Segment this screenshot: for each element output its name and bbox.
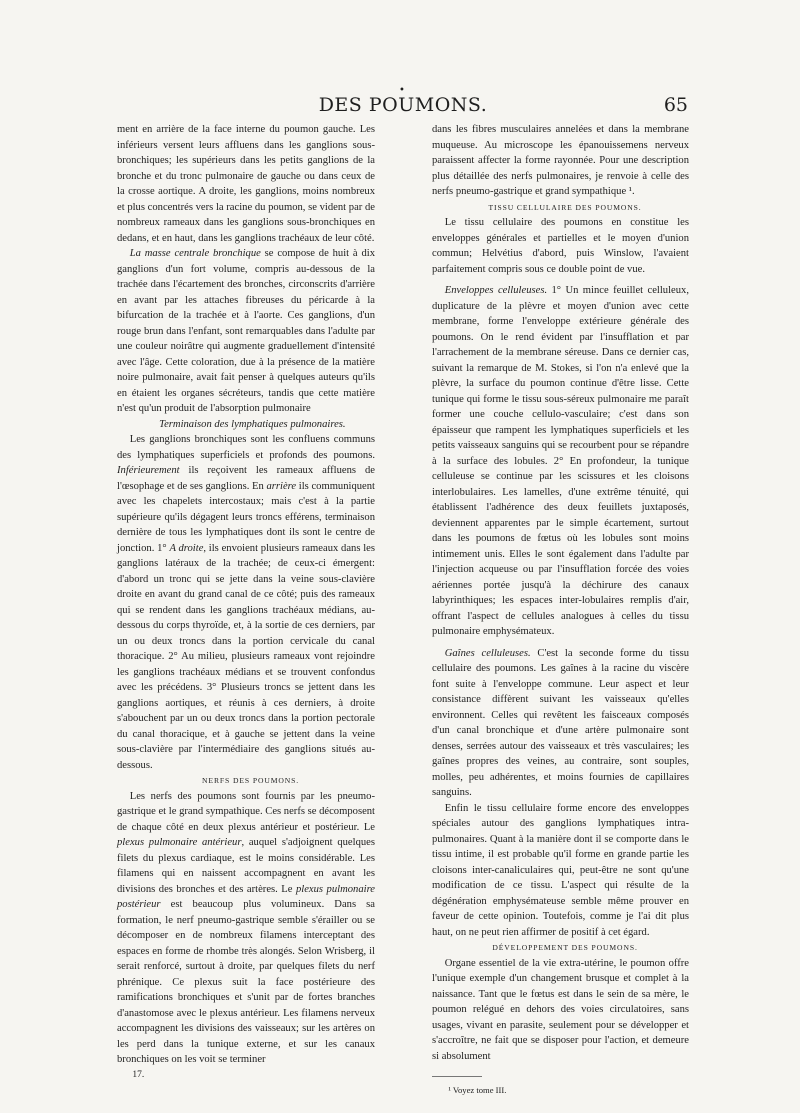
page-number: 65 [663,94,688,116]
page-header [118,93,688,119]
emphasis: La masse centrale bronchique [129,248,261,259]
paragraph: ment en arrière de la face interne du poumon gauche. Les inférieurs versent leurs affluens dans les ganglions sous-bronchiques; les supérieurs dans les petits ganglions de la bronche et du tronc pulmonaire de gauche ou dans ceux de la crosse aortique. A droite, les ganglions, moins nombreux et plus concentrés vers la racine du poumon, se vident par de nombreux rameaux dans les ganglions sous-bronchiques en dedans, et en haut, dans les ganglions trachéaux de leur côté. [117,124,375,244]
paragraph: Organe essentiel de la vie extra-utérine, le poumon offre l'unique exemple d'un changement brusque et complet à la naissance. Tant que le fœtus est dans le sein de sa mère, le poumon relégué en dehors des voies circulatoires, sans usages, vivant en parasite, seulement pour se développer et s'accroître, ne fait que se disposer pour l'action, et demeure si absolument [432,957,689,1062]
right-column [432,122,689,1099]
paragraph: Enfin le tissu cellulaire forme encore des enveloppes spéciales autour des ganglions lymphatiques intra-pulmonaires. Quant à la manière dont il se comporte dans le tissu intime, il est probable qu'il forme en grande partie les cloisons inter-canaliculaires qui, peut-être ne sont qu'une modification de ce tissu. L'aspect qui résulte de la dégénération emphysémateuse semble même prouver en faveur de cette opinion. Toutefois, comme je l'ai dit plus haut, on ne peut rien affirmer de positif à cet égard. [432,802,689,938]
section-heading: TISSU CELLULAIRE DES POUMONS. [488,202,642,212]
signature-mark: 17. [132,1069,145,1080]
paragraph: Gaînes celluleuses. C'est la seconde forme du tissu cellulaire des poumons. Les gaînes à la racine du viscère font suite à l'enveloppe commune. Leur aspect et leur consistance diffèrent suivant les vaisseaux qu'elles environnent. Celles qui revêtent les faisceaux composés d'un canal bronchique et d'une artère pulmonaire sont denses, serrées autour des vaisseaux et très vasculaires; les gaînes propres des veines, au contraire, sont souples, molles, peu adhérentes, et moins fournies de capillaires sanguins. [432,647,689,798]
section-heading: NERFS DES POUMONS. [202,776,300,785]
subsection-heading: Terminaison des lymphatiques pulmonaires. [159,418,346,430]
footnote-rule [432,1076,482,1077]
paragraph: Le tissu cellulaire des poumons en constitue les enveloppes générales et partielles et le moyen d'union commun; Helvétius d'abord, puis Winslow, l'avaient parfaitement compris sous ce double point de vue. [432,217,689,275]
paragraph: Les ganglions bronchiques sont les confluens communs des lymphatiques superficiels et profonds des poumons. Inférieurement ils reçoivent les rameaux affluens de l'œsophage et de ses ganglions. En arrière ils communiquent avec les chapelets intercostaux; mais c'est à la partie supérieure qu'ils dégagent leurs troncs efférens, terminaison dernière de tous les lymphatiques dont ils sont le centre de jonction. 1° A droite, ils envoient plusieurs rameaux dans les ganglions latéraux de la trachée; de ceux-ci émergent: d'abord un tronc qui se jette dans la veine sous-clavière droite en avant du grand canal de ce côté; puis des rameaux qui se rendent dans les ganglions trachéaux médians, au-dessous du corps thyroïde, et, à la sortie de ces derniers, par un ou deux troncs dans la portion cervicale du canal thoracique. 2° Au milieu, plusieurs rameaux vont rejoindre les ganglions trachéaux médians et se trouvent confondus avec les précédens. 3° Plusieurs troncs se jettent dans les ganglions aortiques, et réunis à ces derniers, à droite s'abouchent par un ou deux troncs dans la portion pectorale du canal thoracique, et à gauche se jettent dans la veine sous-clavière par l'intermédiaire des ganglions situés au-dessous. [117,434,376,771]
paragraph: Enveloppes celluleuses. 1° Un mince feuillet celluleux, duplicature de la plèvre et moyen d'union avec cette membrane, forme l'enveloppe extérieure générale des poumons. On le rend évident par l'insufflation et par l'arrachement de la membrane séreuse. Dans ce dernier cas, suivant la remarque de M. Stokes, si l'on n'a enlevé que la plèvre, la surface du poumon continue d'être lisse. Cette tunique qui forme le tissu sous-séreux pulmonaire me paraît former une couche cellulo-vasculaire; c'est dans son épaisseur que rampent les lymphatiques superficiels et les petits vaisseaux sanguins qui se recourbent pour se répandre à la surface des lobules. 2° En profondeur, la tunique celluleuse se continue par les scissures et les cloisons interlobulaires. Les lamelles, d'une extrême ténuité, qui établissent l'adhérence des deux feuillets juxtaposés, deviennent apparentes par le simple écartement, surtout dans les poumons de fœtus où les lobules sont moins intimement unis. Elles le sont également dans l'adulte par l'injection acqueuse ou par l'insufflation forcée des voies aériennes portée jusqu'à la déchirure des canaux labyrinthiques; les espaces inter-lobulaires remplis d'air, offrant l'aspect de cellules analogues à celles du tissu pulmonaire emphysémateux. [432,285,689,637]
paragraph: La masse centrale bronchique se compose de huit à dix ganglions d'un fort volume, compris au-dessous de la trachée dans l'écartement des bronches, circonscrits d'arrière en avant par les attaches fibreuses du péricarde à la bifurcation de la trachée et à l'aorte. Ces ganglions, d'un rouge brun dans l'enfant, sont remarquables dans l'adulte par une couleur noirâtre qui augmente graduellement d'intensité avec l'âge. Cette coloration, due à la présence de la matière noire pulmonaire, avait fait penser à quelques auteurs qu'ils en étaient les organes sécréteurs, tandis que cette matière n'est qu'un produit de l'absorption pulmonaire [117,248,375,414]
section-heading: DÉVELOPPEMENT DES POUMONS. [492,943,638,952]
ornament-dot: • [399,85,405,96]
left-column [117,122,375,1083]
paragraph: dans les fibres musculaires annelées et dans la membrane muqueuse. Au microscope les épanouissemens nerveux paraissent affecter la forme rayonnée. Pour une description plus détaillée des nerfs pulmonaires, je renvoie à celle des nerfs pneumo-gastrique et grand sympathique ¹. [432,124,689,197]
footnote: ¹ Voyez tome III. [448,1085,507,1095]
running-title: DES POUMONS. [318,94,488,116]
paragraph: Les nerfs des poumons sont fournis par les pneumo-gastrique et le grand sympathique. Ces nerfs se décomposent de chaque côté en deux plexus antérieur et postérieur. Le plexus pulmonaire antérieur, auquel s'adjoignent quelques filets du plexus cardiaque, est le moins considérable. Les filamens qui en naissent accompagnent en avant les divisions des bronches et des artères. Le plexus pulmonaire postérieur est beaucoup plus volumineux. Dans sa formation, le nerf pneumo-gastrique semble s'érailler ou se décomposer en de nombreux filamens interceptant des espaces en forme de rhombe très alongés. Selon Wrisberg, il serait renforcé, surtout à droite, par quelques filets du nerf phrénique. Ce plexus suit la face postérieure des ramifications bronchiques et s'unit par de fortes branches d'anastomose avec le plexus antérieur. Les filamens nerveux accompagnent les divisions des vaisseaux; sur les artères on les perd dans la tunique externe, et sur les canaux bronchiques on les voit se terminer [117,790,376,1065]
